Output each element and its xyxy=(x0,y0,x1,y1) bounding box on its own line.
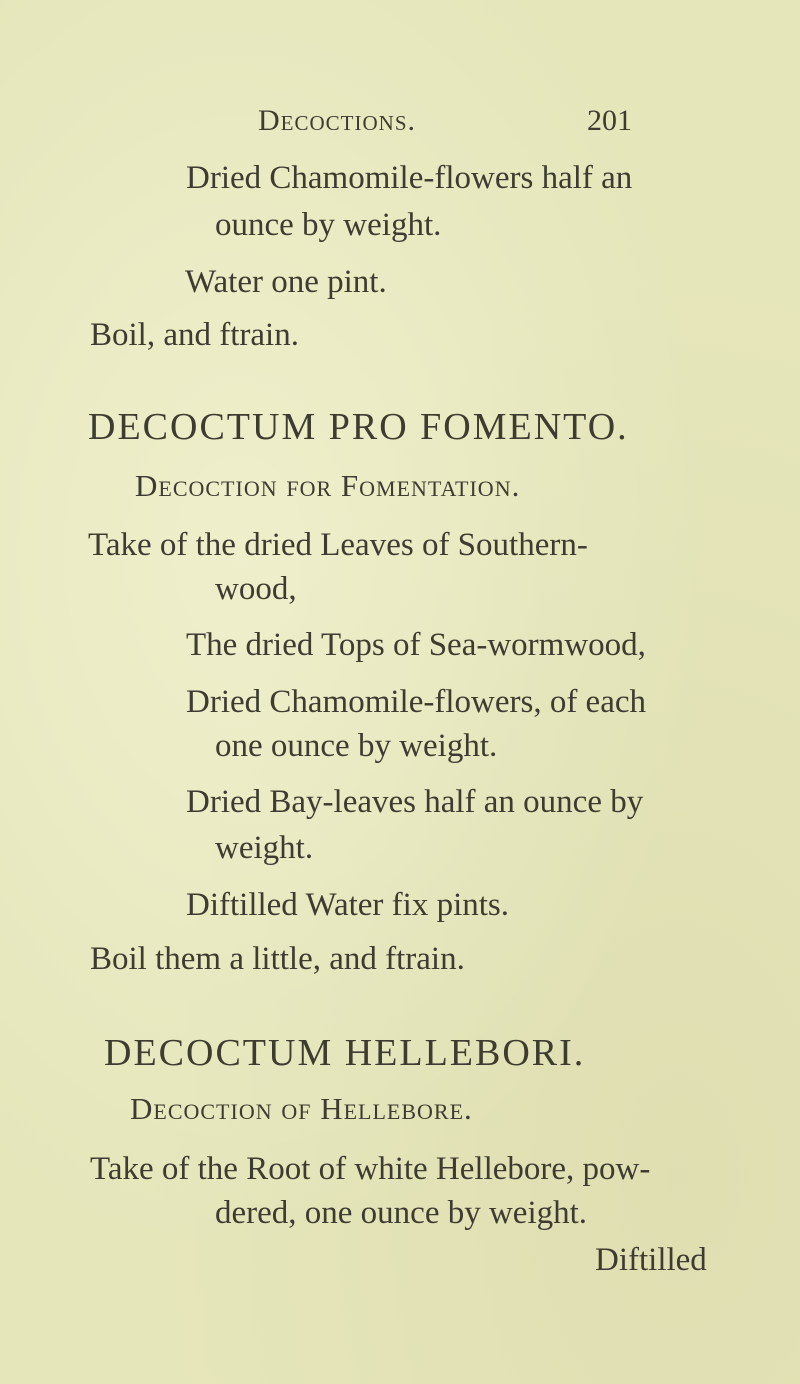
section-subtitle: Decoction for Fomentation. xyxy=(135,468,521,503)
text-line: Diftilled Water fix pints. xyxy=(186,887,510,923)
text-line: ounce by weight. xyxy=(215,207,442,243)
text-line: Water one pint. xyxy=(185,264,387,300)
text-line: dered, one ounce by weight. xyxy=(215,1195,588,1231)
text-line: Dried Chamomile-flowers, of each xyxy=(186,684,647,720)
running-title: Decoctions. xyxy=(258,104,417,137)
catchword: Diftilled xyxy=(595,1242,707,1278)
section-title: DECOCTUM HELLEBORI. xyxy=(104,1032,586,1074)
text-line: Dried Chamomile-flowers half an xyxy=(186,160,633,196)
text-line: weight. xyxy=(215,830,314,866)
text-line: wood, xyxy=(215,571,297,607)
section-title: DECOCTUM PRO FOMENTO. xyxy=(88,406,629,448)
text-line: Boil, and ftrain. xyxy=(90,317,299,353)
text-line: one ounce by weight. xyxy=(215,728,498,764)
section-subtitle: Decoction of Hellebore. xyxy=(130,1091,473,1126)
text-line: Boil them a little, and ftrain. xyxy=(90,941,465,977)
page-number: 201 xyxy=(587,104,632,137)
text-line: The dried Tops of Sea-wormwood, xyxy=(186,627,646,663)
text-line: Take of the dried Leaves of Southern- xyxy=(88,527,588,563)
text-line: Dried Bay-leaves half an ounce by xyxy=(186,784,644,820)
text-line: Take of the Root of white Hellebore, pow- xyxy=(90,1151,651,1187)
